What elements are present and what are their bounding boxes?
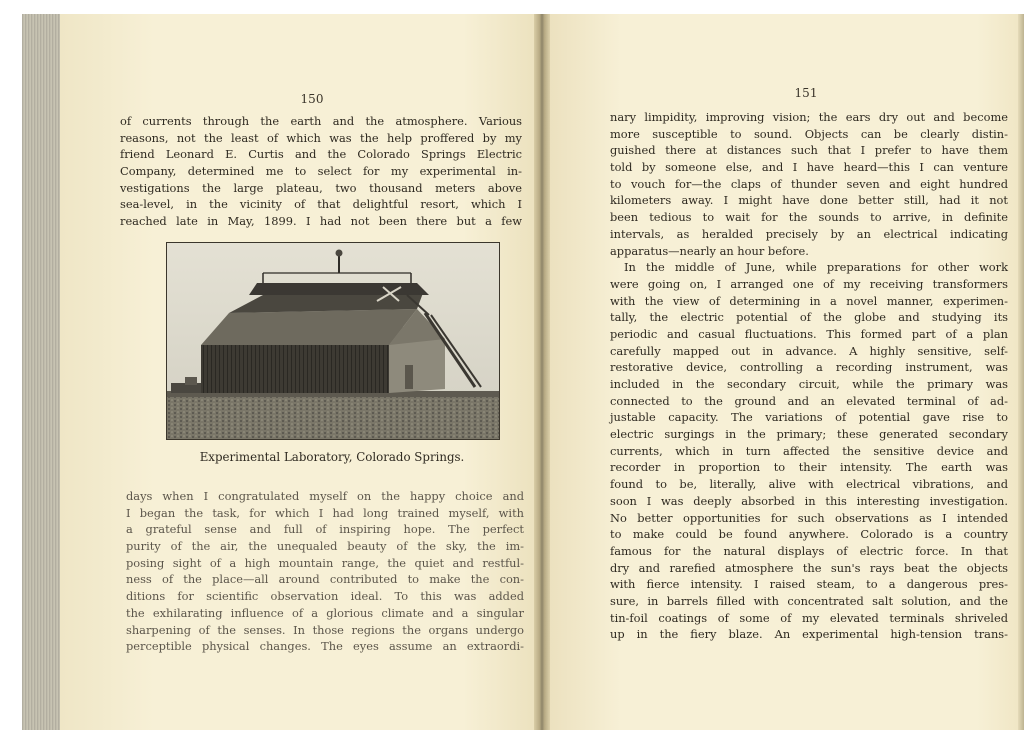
text-line: No better opportunities for such observations as I intended	[610, 510, 1008, 525]
text-line: ditions for scientific observation ideal. To this was added	[126, 589, 524, 604]
text-line: been tedious to wait for the sounds to arrive, in definite	[610, 210, 1008, 225]
text-line: currents, which in turn affected the sensitive device and	[610, 443, 1008, 458]
text-line: a grateful sense and full of inspiring hope. The perfect	[126, 522, 524, 537]
text-line: friend Leonard E. Curtis and the Colorado Springs Electric	[120, 147, 522, 162]
text-line: restorative device, controlling a recording instrument, was	[610, 360, 1008, 375]
text-line: the exhilarating influence of a glorious climate and a singular	[126, 605, 524, 620]
laboratory-photo-illustration	[167, 243, 499, 439]
text-line: I began the task, for which I had long trained myself, with	[126, 505, 524, 520]
right-page-edge	[1018, 14, 1024, 730]
text-line: vestigations the large plateau, two thousand meters above	[120, 180, 522, 195]
text-line: apparatus—nearly an hour before.	[610, 243, 809, 258]
text-line: reasons, not the least of which was the help proffered by my	[120, 130, 522, 145]
text-line: with fierce intensity. I raised steam, to a dangerous pres-	[610, 577, 1008, 592]
page-number-right: 151	[794, 86, 818, 100]
text-line: found to be, literally, alive with electrical vibrations, and	[610, 477, 1008, 492]
book-gutter	[534, 14, 550, 730]
text-line: famous for the natural displays of electric force. In that	[610, 543, 1008, 558]
right-page-text	[610, 109, 1008, 643]
text-line: guished there at distances such that I prefer to have them	[610, 143, 1008, 158]
text-line: perceptible physical changes. The eyes assume an extraordi-	[126, 639, 524, 654]
text-line: In the middle of June, while preparations for other work	[624, 260, 1008, 275]
right-page	[550, 14, 1024, 730]
text-line: ness of the place—all around contributed to make the con-	[126, 572, 524, 587]
text-line: posing sight of a high mountain range, the quiet and restful-	[126, 555, 524, 570]
text-line: carefully mapped out in advance. A highly sensitive, self-	[610, 343, 1008, 358]
text-line: tin-foil coatings of some of my elevated terminals shriveled	[610, 610, 1008, 625]
text-line: connected to the ground and an elevated terminal of ad-	[610, 393, 1008, 408]
text-line: purity of the air, the unequaled beauty of the sky, the im-	[126, 539, 524, 554]
left-page	[60, 14, 534, 730]
text-line: sea-level, in the vicinity of that delightful resort, which I	[120, 197, 522, 212]
text-line: nary limpidity, improving vision; the ears dry out and become	[610, 110, 1008, 124]
text-line: sharpening of the senses. In those regions the organs undergo	[126, 622, 524, 637]
text-line: were going on, I arranged one of my receiving transformers	[610, 276, 1008, 291]
open-book	[22, 14, 1024, 730]
text-line: kilometers away. I might have done better still, had it not	[610, 193, 1008, 208]
text-line: periodic and casual fluctuations. This formed part of a plan	[610, 326, 1008, 341]
text-line: with the view of determining in a novel manner, experimen-	[610, 293, 1008, 308]
text-line: justable capacity. The variations of potential gave rise to	[610, 410, 1008, 425]
text-line: tally, the electric potential of the globe and studying its	[610, 310, 1008, 325]
text-line: dry and rarefied atmosphere the sun's rays beat the objects	[610, 560, 1008, 575]
text-line: intervals, as heralded precisely by an electrical indicating	[610, 226, 1008, 241]
left-top-paragraph	[120, 113, 522, 230]
figure-caption: Experimental Laboratory, Colorado Springs.	[199, 450, 465, 464]
text-line: included in the secondary circuit, while the primary was	[610, 377, 1008, 391]
text-line: days when I congratulated myself on the happy choice and	[126, 489, 524, 503]
text-line: soon I was deeply absorbed in this interesting investigation.	[610, 493, 1008, 508]
text-line: to make could be found anywhere. Colorado is a country	[610, 527, 1008, 542]
text-line: recorder in proportion to their intensity. The earth was	[610, 460, 1008, 475]
text-line: of currents through the earth and the atmosphere. Various	[120, 114, 522, 128]
text-line: sure, in barrels filled with concentrated salt solution, and the	[610, 593, 1008, 608]
page-number-left: 150	[300, 92, 324, 106]
text-line: more susceptible to sound. Objects can be clearly distin-	[610, 126, 1008, 141]
laboratory-photograph	[166, 242, 500, 440]
left-bottom-paragraph	[126, 488, 524, 655]
text-line: up in the fiery blaze. An experimental high-tension trans-	[610, 627, 1008, 642]
text-line: Company, determined me to select for my experimental in-	[120, 164, 522, 179]
text-line: electric surgings in the primary; these generated secondary	[610, 427, 1008, 442]
page-edges	[22, 14, 60, 730]
text-line: to vouch for—the claps of thunder seven and eight hundred	[610, 176, 1008, 191]
text-line: told by someone else, and I have heard—this I can venture	[610, 160, 1008, 175]
text-line: reached late in May, 1899. I had not been there but a few	[120, 214, 522, 229]
